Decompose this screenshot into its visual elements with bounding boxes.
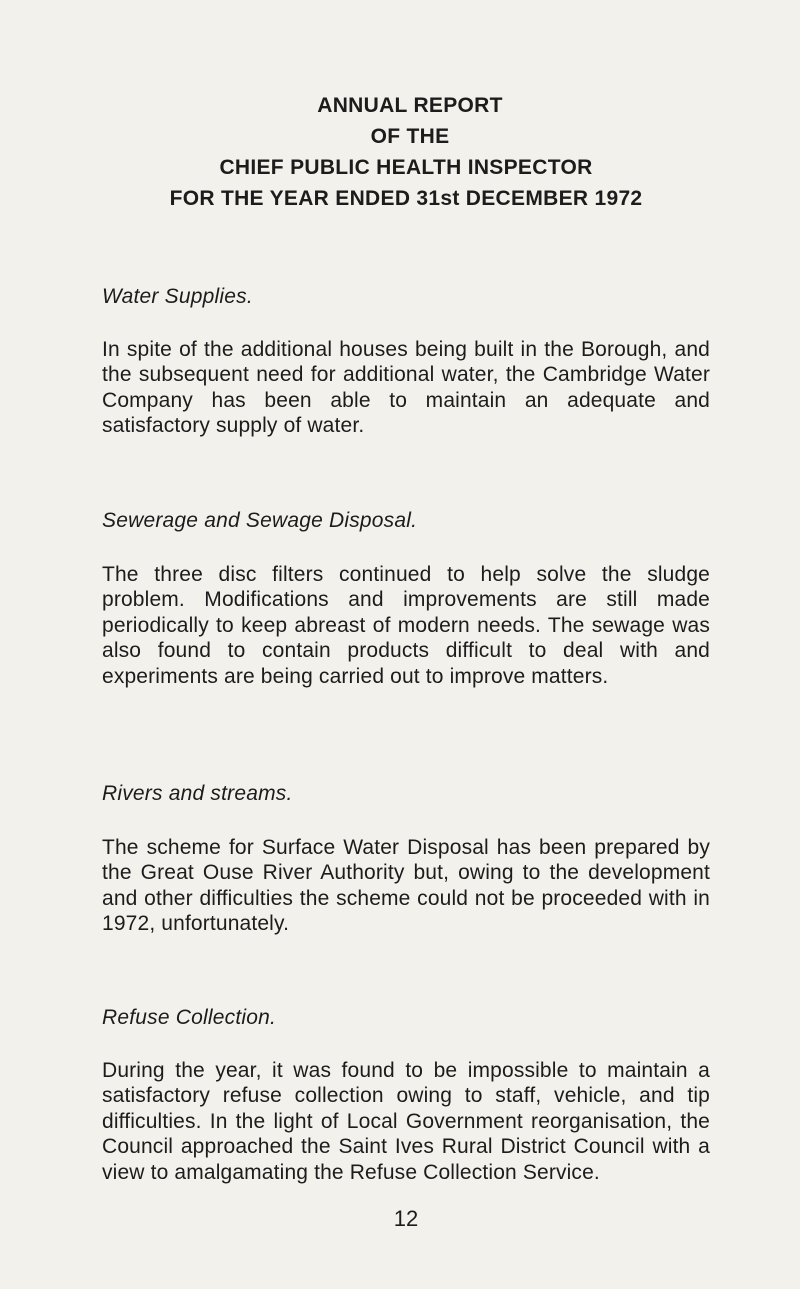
section-heading: Rivers and streams. (102, 782, 293, 805)
section-body: In spite of the additional houses being built in the Borough, and the subsequent need for additional water, the Cambridge Water Company has been able to maintain an adequate and satisfactory supply of water. (102, 338, 710, 438)
title-line-4: FOR THE YEAR ENDED 31st DECEMBER 1972 (169, 187, 643, 210)
section-refuse-collection (102, 1005, 710, 1185)
section-heading: Water Supplies. (102, 285, 253, 308)
section-sewerage (102, 508, 710, 689)
section-body: The scheme for Surface Water Disposal has been prepared by the Great Ouse River Authority but, owing to the development and other difficulties the scheme could not be proceeded with in 1972, unfortunately. (102, 836, 710, 936)
section-body: During the year, it was found to be impossible to maintain a satisfactory refuse collection owing to staff, vehicle, and tip difficulties. In the light of Local Government reorganisation, the Council approached the Saint Ives Rural District Council with a view to amalgamating the Refuse Collection Service. (102, 1059, 710, 1184)
section-rivers-streams (102, 781, 710, 937)
title-line-1: ANNUAL REPORT (317, 94, 503, 117)
section-body: The three disc filters continued to help solve the sludge problem. Modifications and improvements are still made periodically to keep abreast of modern needs. The sewage was also found to contain products difficult to deal with and experiments are being carried out to improve matters. (102, 563, 710, 688)
page-number: 12 (393, 1206, 419, 1231)
section-water-supplies (102, 284, 710, 439)
section-heading: Sewerage and Sewage Disposal. (102, 509, 418, 532)
report-title (0, 90, 800, 214)
section-heading: Refuse Collection. (102, 1006, 277, 1029)
title-line-2: OF THE (370, 125, 450, 148)
title-line-3: CHIEF PUBLIC HEALTH INSPECTOR (219, 156, 593, 179)
